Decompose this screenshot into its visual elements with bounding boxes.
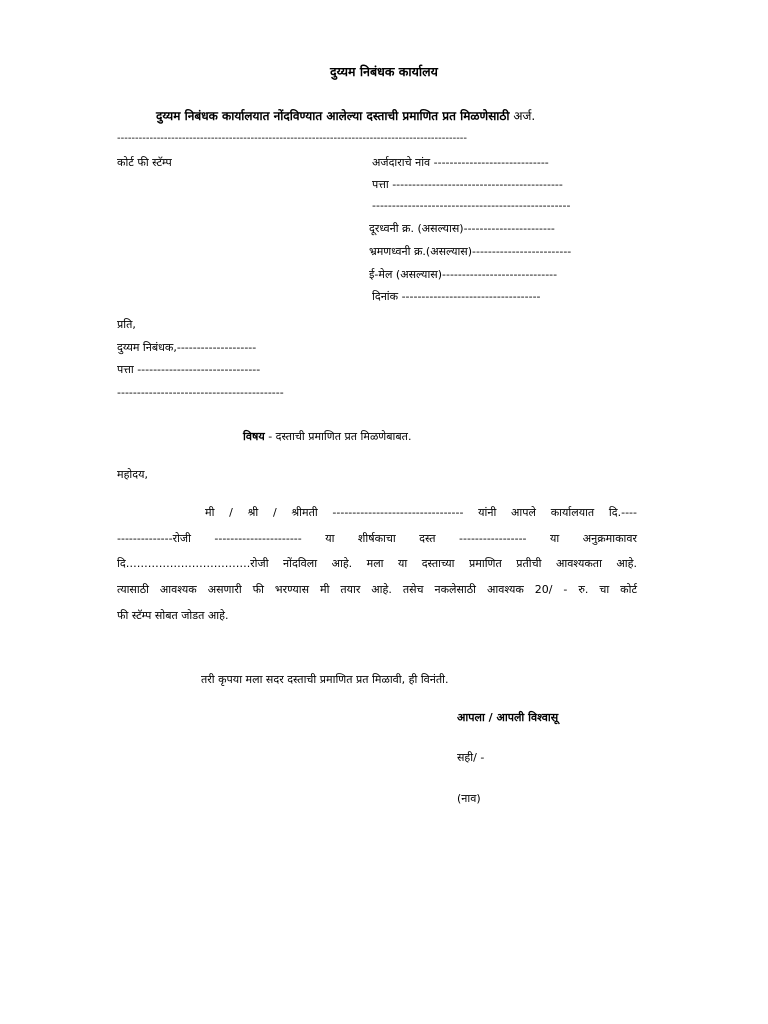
salutation: महोदय,	[117, 468, 148, 481]
header-separator: -------------------------------------------------------------------------------------------------	[117, 133, 468, 144]
recipient-to: प्रति,	[117, 318, 136, 331]
applicant-address-line-2: --------------------------------------------------	[372, 199, 571, 212]
applicant-address-field: पत्ता -------------------------------------------	[372, 178, 563, 191]
body-line-2: --------------रोजी ---------------------- या शीर्षकाचा दस्त ----------------- या अनुक्रमाकावर	[117, 532, 637, 545]
subject-label: विषय	[243, 430, 265, 443]
applicant-email-field: ई-मेल (असल्यास)-----------------------------	[369, 268, 558, 281]
closing-request: तरी कृपया मला सदर दस्ताची प्रमाणित प्रत मिळावी, ही विनंती.	[201, 673, 449, 686]
signature-sign: सही/ -	[457, 751, 485, 764]
applicant-phone-field: दूरध्वनी क्र. (असल्यास)-----------------------	[369, 222, 555, 235]
body-line-4: त्यासाठी आवश्यक असणारी फी भरण्यास मी तयार आहे. तसेच नकलेसाठी आवश्यक 20/ - रु. चा कोर्ट	[117, 583, 637, 596]
application-title-main: दुय्यम निबंधक कार्यालयात नोंदविण्यात आलेल्या दस्ताची प्रमाणित प्रत मिळणेसाठी	[156, 109, 510, 123]
office-title: दुय्यम निबंधक कार्यालय	[330, 64, 438, 79]
recipient-officer: दुय्यम निबंधक,--------------------	[117, 341, 257, 354]
signature-name: (नाव)	[457, 792, 481, 805]
applicant-date-field: दिनांक -----------------------------------	[372, 290, 541, 303]
applicant-name-field: अर्जदाराचे नांव -----------------------------	[372, 156, 549, 169]
body-line-1: मी / श्री / श्रीमती --------------------------------- यांनी आपले कार्यालयात दि.----	[205, 506, 637, 519]
body-line-3: दि…………………………….रोजी नोंदविला आहे. मला या दस्ताच्या प्रमाणित प्रतीची आवश्यकता आहे.	[117, 557, 637, 570]
application-title	[156, 109, 535, 123]
applicant-mobile-field: भ्रमणध्वनी क्र.(असल्यास)-------------------------	[369, 245, 572, 258]
application-title-suffix: अर्ज.	[513, 109, 536, 123]
subject-line	[243, 430, 411, 444]
subject-text: - दस्ताची प्रमाणित प्रत मिळणेबाबत.	[268, 430, 412, 443]
signature-yours: आपला / आपली विश्वासू	[457, 711, 559, 724]
recipient-address: पत्ता -------------------------------	[117, 363, 261, 376]
body-line-5: फी स्टॅम्प सोबत जोडत आहे.	[117, 609, 229, 622]
recipient-address-line-2: ------------------------------------------	[117, 386, 284, 399]
court-fee-stamp-label: कोर्ट फी स्टॅम्प	[117, 156, 172, 169]
